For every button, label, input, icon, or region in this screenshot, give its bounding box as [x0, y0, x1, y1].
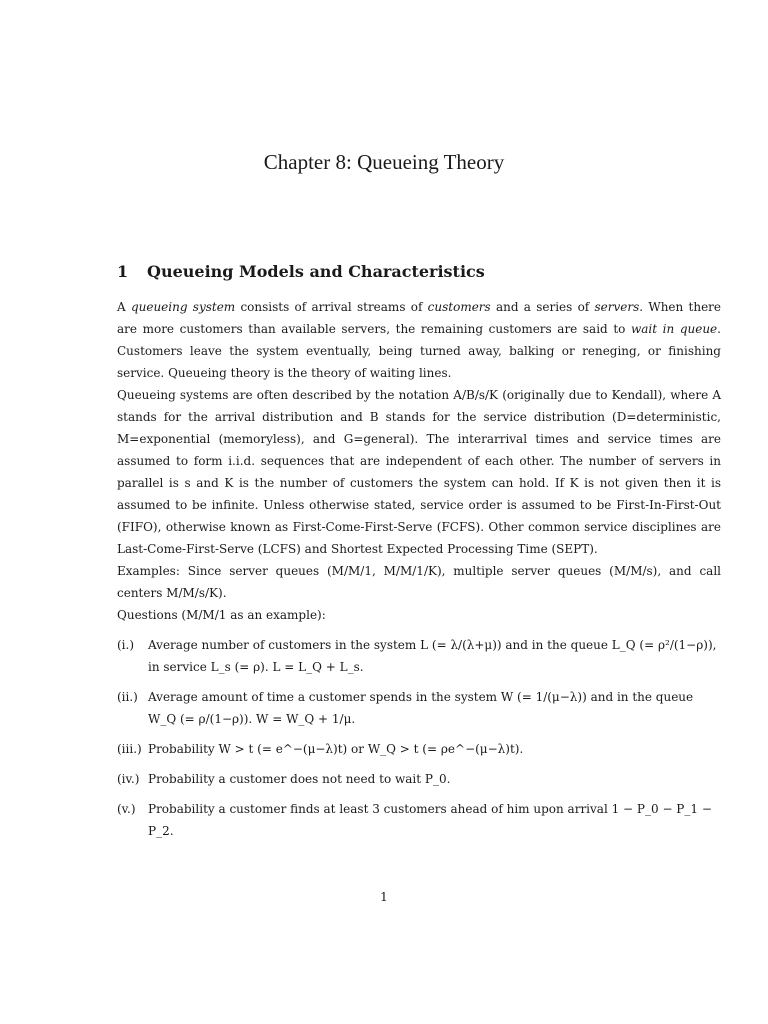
- list-item: [117, 634, 721, 678]
- paragraph-text: consists of arrival streams of: [235, 300, 428, 314]
- list-item: [117, 768, 721, 790]
- term-queueing-system: queueing system: [130, 300, 236, 314]
- paragraph-kendall-notation: Queueing systems are often described by the notation A/B/s/K (originally due to Kendall), where A stands for the arrival distribution and B stands for the service distribution (D=deterministic, M=exponential (memoryless), and G=general). The interarrival times and service times are assumed to form i.i.d. sequences that are independent of each other. The number of servers in parallel is s and K is the number of customers the system can hold. If K is not given then it is assumed to be infinite. Unless otherwise stated, service order is assumed to be First-In-First-Out (FIFO), otherwise known as First-Come-First-Serve (FCFS). Other common service disciplines are Last-Come-First-Serve (LCFS) and Shortest Expected Processing Time (SEPT).: [117, 388, 721, 556]
- term-wait-in-queue: wait in queue: [630, 322, 718, 336]
- list-item: [117, 686, 721, 730]
- paragraph-text: . Customers leave the system eventually, being turned away, balking or reneging, or finishing service. Queueing theory is the theory of waiting lines.: [117, 322, 721, 380]
- list-item-text: Probability a customer does not need to wait P_0.: [148, 772, 451, 786]
- list-item-label: (iv.): [117, 772, 140, 786]
- paragraph-questions-intro: Questions (M/M/1 as an example):: [117, 608, 326, 622]
- list-item-text: Average amount of time a customer spends in the system W (= 1/(μ−λ)) and in the queue W_Q (= ρ/(1−ρ)). W = W_Q + 1/μ.: [148, 690, 694, 726]
- body-text: [117, 296, 721, 626]
- list-item: [117, 798, 721, 842]
- term-customers: customers: [427, 300, 491, 314]
- list-item-label: (iii.): [117, 742, 142, 756]
- questions-list: [117, 634, 721, 850]
- section-number: 1: [117, 262, 129, 281]
- term-servers: servers: [594, 300, 640, 314]
- list-item-text: Average number of customers in the system L (= λ/(λ+μ)) and in the queue L_Q (= ρ²/(1−ρ)), in service L_s (= ρ). L = L_Q + L_s.: [148, 638, 717, 674]
- paragraph-queueing-system: [117, 296, 721, 384]
- list-item-label: (i.): [117, 638, 135, 652]
- paragraph-text: A: [117, 300, 131, 314]
- section-heading: [117, 262, 485, 281]
- list-item-text: Probability a customer finds at least 3 customers ahead of him upon arrival 1 − P_0 − P_1 − P_2.: [148, 802, 712, 838]
- section-title: Queueing Models and Characteristics: [147, 262, 485, 281]
- paragraph-text: and a series of: [490, 300, 595, 314]
- page-number: 1: [380, 890, 388, 904]
- list-item: [117, 738, 721, 760]
- list-item-label: (v.): [117, 802, 136, 816]
- chapter-title: Chapter 8: Queueing Theory: [263, 150, 505, 174]
- list-item-text: Probability W > t (= e^−(μ−λ)t) or W_Q > t (= ρe^−(μ−λ)t).: [148, 742, 524, 756]
- list-item-label: (ii.): [117, 690, 138, 704]
- paragraph-text: . When there are more customers than available servers, the remaining customers are said to: [117, 300, 722, 336]
- paragraph-examples: Examples: Since server queues (M/M/1, M/M/1/K), multiple server queues (M/M/s), and call centers M/M/s/K).: [117, 564, 721, 600]
